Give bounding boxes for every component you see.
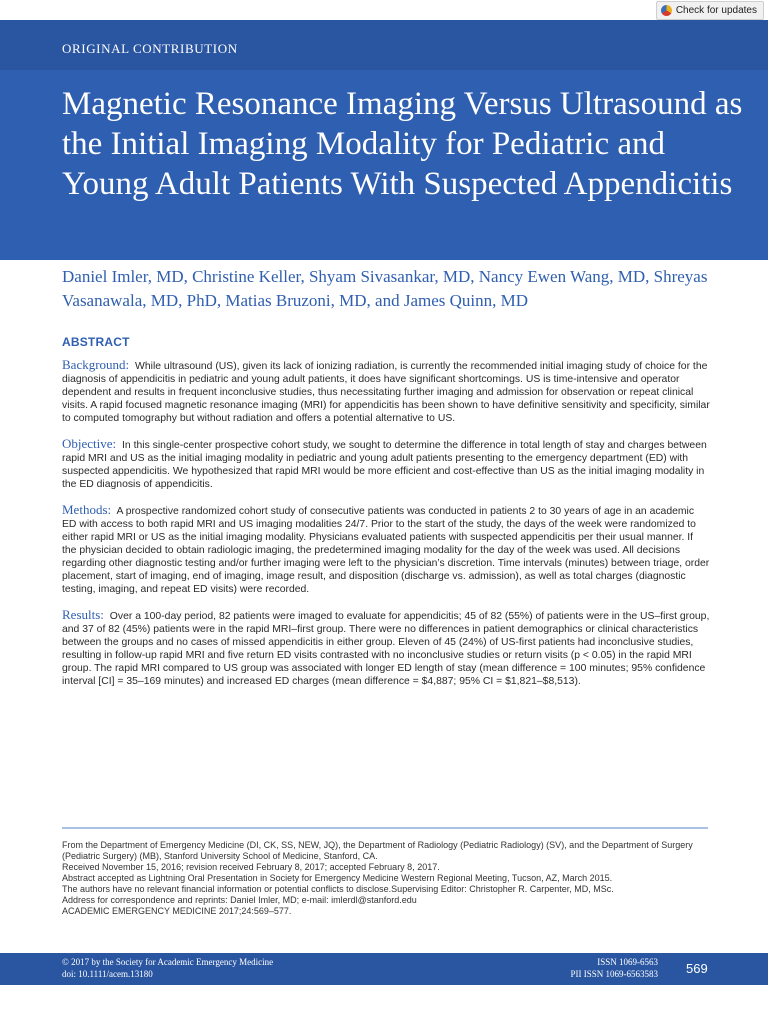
crossmark-icon [661, 5, 672, 16]
results-label: Results: [62, 607, 104, 622]
copyright-line: © 2017 by the Society for Academic Emergency Medicine [62, 957, 274, 967]
check-for-updates-label: Check for updates [675, 5, 757, 16]
background-label: Background: [62, 357, 130, 372]
title-banner [0, 20, 768, 260]
check-for-updates-button[interactable] [656, 1, 764, 20]
footnote-disclosures: The authors have no relevant financial information or potential conflicts to disclose.Supervising Editor: Christopher R. Carpenter, MD, MSc. [62, 884, 614, 894]
footer-issn [500, 957, 658, 980]
background-text: While ultrasound (US), given its lack of ionizing radiation, is currently the recommended initial imaging study of choice for the diagnosis of appendicitis in pediatric and young adult patients, it does have significant shortcomings. US is time-intensive and operator dependent and results in frequent inconclusive studies, thus necessitating further imaging and admission for observation or repeat clinical visits. A rapid focused magnetic resonance imaging (MRI) for appendicitis has been shown to have definitive sensitivity and specificity, similar to computed tomography but without radiation and offers a potential alternative to US. [62, 361, 710, 424]
abstract-heading: ABSTRACT [62, 335, 130, 349]
objective-text: In this single-center prospective cohort study, we sought to determine the difference in total length of stay and charges between rapid MRI and US as the initial imaging modality in pediatric and young adult patients presenting to the emergency department (ED) with suspected appendicitis. We hypothesized that rapid MRI would be more efficient and cost-effective than US as the initial imaging modality in the ED diagnosis of appendicitis. [62, 440, 707, 490]
footnote-received: Received November 15, 2016; revision received February 8, 2017; accepted February 8, 2017. [62, 862, 440, 872]
doi-line: doi: 10.1111/acem.13180 [62, 968, 153, 979]
abstract-results [62, 608, 710, 688]
footnote-divider [62, 827, 708, 829]
abstract-background [62, 358, 710, 425]
pii-line: PII ISSN 1069-6563583 [570, 968, 658, 979]
abstract-objective [62, 437, 710, 491]
footnotes [62, 840, 722, 917]
footer-publisher [62, 957, 273, 980]
footnote-correspondence: Address for correspondence and reprints: Daniel Imler, MD; e-mail: imlerdl@stanford.edu [62, 895, 417, 905]
footnote-affiliations: From the Department of Emergency Medicine (DI, CK, SS, NEW, JQ), the Department of Radiology (Pediatric Radiology) (SV), and the Department of Surgery (Pediatric Surgery) (MB), Stanford University School of Medicine, Stanford, CA. [62, 840, 693, 861]
article-title: Magnetic Resonance Imaging Versus Ultrasound as the Initial Imaging Modality for Pediatric and Young Adult Patients With Suspected Appendicitis [62, 86, 743, 202]
page-number: 569 [686, 961, 708, 976]
footnote-citation: ACADEMIC EMERGENCY MEDICINE 2017;24:569–577. [62, 906, 292, 916]
issn-line: ISSN 1069-6563 [597, 957, 658, 967]
results-text: Over a 100-day period, 82 patients were imaged to evaluate for appendicitis; 45 of 82 (55%) of patients were in the US–first group, and 37 of 82 (45%) patients were in the rapid MRI–first group. There were no differences in patient demographics or clinical characteristics between the groups and no cases of missed appendicitis in either group. Eleven of 45 (24%) of US-first patients had inconclusive studies, resulting in follow-up rapid MRI and five return ED visits contrasted with no inconclusive studies or return visits (p < 0.05) in the rapid MRI group. The rapid MRI compared to US group was associated with longer ED length of stay (mean difference = 100 minutes; 95% confidence interval [CI] = 35–169 minutes) and increased ED charges (mean difference = $4,887; 95% CI = $1,821–$8,513). [62, 611, 710, 687]
section-label: ORIGINAL CONTRIBUTION [62, 41, 238, 56]
abstract-body [62, 358, 710, 700]
page-footer [0, 953, 768, 985]
objective-label: Objective: [62, 436, 117, 451]
abstract-methods [62, 503, 710, 596]
methods-label: Methods: [62, 502, 112, 517]
footnote-presentation: Abstract accepted as Lightning Oral Presentation in Society for Emergency Medicine Western Regional Meeting, Tucson, AZ, March 2015. [62, 873, 613, 883]
author-list: Daniel Imler, MD, Christine Keller, Shyam Sivasankar, MD, Nancy Ewen Wang, MD, Shreyas Vasanawala, MD, PhD, Matias Bruzoni, MD, and James Quinn, MD [62, 267, 708, 310]
top-strip [0, 0, 768, 20]
methods-text: A prospective randomized cohort study of consecutive patients was conducted in patients 2 to 30 years of age in an academic ED with access to both rapid MRI and US imaging modalities 24/7. Prior to the start of the study, the days of the week were randomized to either rapid MRI or US as the initial imaging modality. Physicians evaluated patients with suspected appendicitis per their usual manner. If the physician decided to obtain radiologic imaging, the predetermined imaging modality for the day of the week was used. All decisions regarding other diagnostic testing and/or further imaging were left to the physician’s discretion. Time intervals (minutes) between triage, order placement, start of imaging, end of imaging, image result, and disposition (discharge vs. admission), as well as total charges (diagnostic testing, imaging, and repeat ED visits) were recorded. [62, 506, 710, 595]
